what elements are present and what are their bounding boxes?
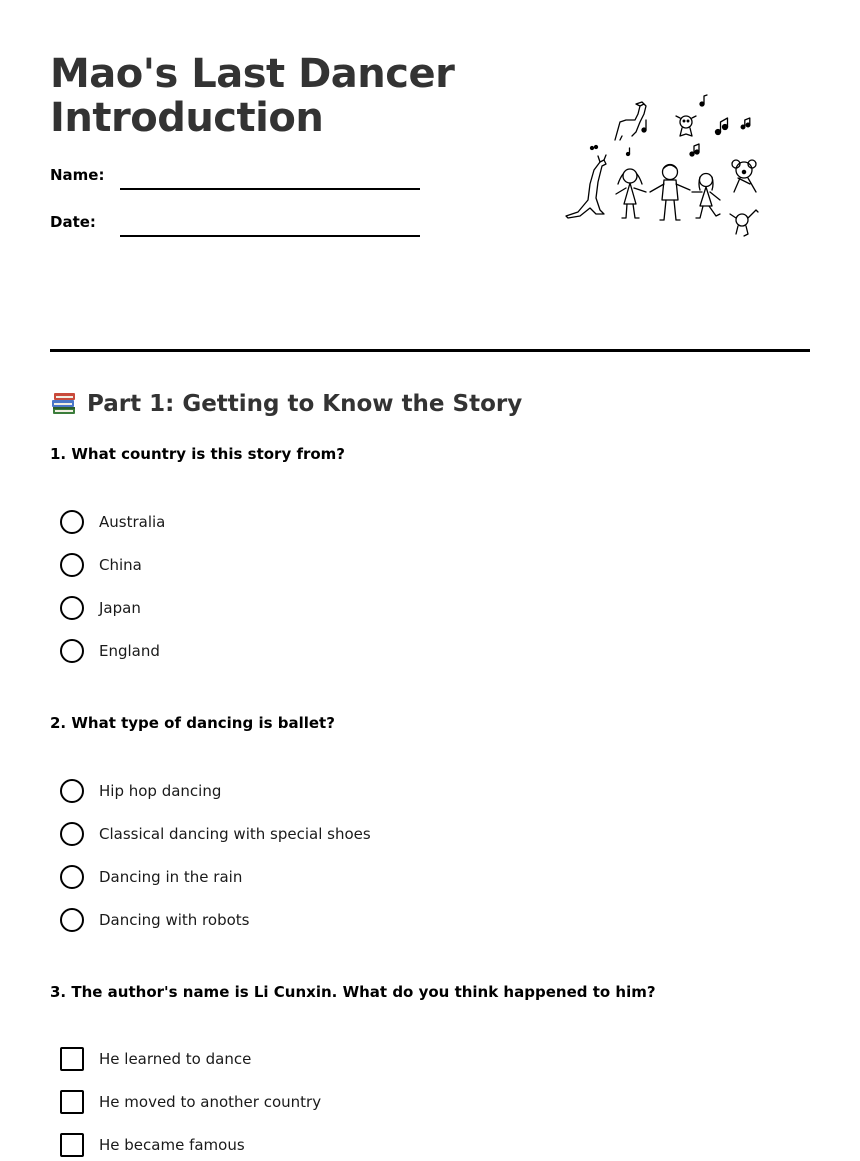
name-label: Name: [50,166,105,184]
checkbox[interactable] [60,1047,84,1071]
radio-button[interactable] [60,779,84,803]
option-label: Japan [99,599,141,617]
monkey-icon [730,210,758,236]
radio-button[interactable] [60,596,84,620]
q3-option-learned-dance[interactable] [60,1046,251,1072]
title-line-1: Mao's Last Dancer [50,51,455,97]
koala-icon [732,160,756,192]
radio-button[interactable] [60,639,84,663]
q2-option-classical[interactable] [60,821,371,847]
option-label: Hip hop dancing [99,782,222,800]
llama-icon [615,102,646,140]
question-2: 2. What type of dancing is ballet? [50,714,335,732]
books-icon [50,390,78,418]
question-3: 3. The author's name is Li Cunxin. What do you think happened to him? [50,983,656,1001]
q3-option-became-famous[interactable] [60,1132,245,1158]
title-line-2: Introduction [50,95,324,141]
option-label: England [99,642,160,660]
section-title [50,388,522,420]
name-field[interactable] [50,166,420,190]
option-label: He moved to another country [99,1093,322,1111]
page-title [50,52,454,140]
radio-button[interactable] [60,865,84,889]
q3-option-moved-country[interactable] [60,1089,321,1115]
date-label: Date: [50,213,96,231]
q2-option-robots[interactable] [60,907,249,933]
radio-button[interactable] [60,822,84,846]
option-label: Dancing with robots [99,911,250,929]
music-notes-icon [591,95,750,156]
q1-option-australia[interactable] [60,509,165,535]
option-label: Australia [99,513,166,531]
date-field[interactable] [50,213,420,237]
radio-button[interactable] [60,510,84,534]
option-label: China [99,556,142,574]
q1-option-england[interactable] [60,638,160,664]
date-input-line[interactable] [120,235,420,237]
checkbox[interactable] [60,1133,84,1157]
checkbox[interactable] [60,1090,84,1114]
girl-dancer-1-icon [616,169,646,218]
q2-option-rain[interactable] [60,864,242,890]
q1-option-china[interactable] [60,552,142,578]
girl-dancer-2-icon [692,174,720,219]
question-1: 1. What country is this story from? [50,445,346,463]
boy-dancer-icon [650,165,690,221]
radio-button[interactable] [60,553,84,577]
name-input-line[interactable] [120,188,420,190]
q2-option-hip-hop[interactable] [60,778,221,804]
option-label: He learned to dance [99,1050,252,1068]
option-label: Dancing in the rain [99,868,243,886]
section-title-text: Part 1: Getting to Know the Story [87,391,523,417]
radio-button[interactable] [60,908,84,932]
option-label: Classical dancing with special shoes [99,825,371,843]
kangaroo-icon [566,155,606,218]
header-divider [50,349,810,352]
q1-option-japan[interactable] [60,595,141,621]
dancing-children-illustration [560,92,770,242]
creature-icon [676,116,696,136]
option-label: He became famous [99,1136,245,1154]
